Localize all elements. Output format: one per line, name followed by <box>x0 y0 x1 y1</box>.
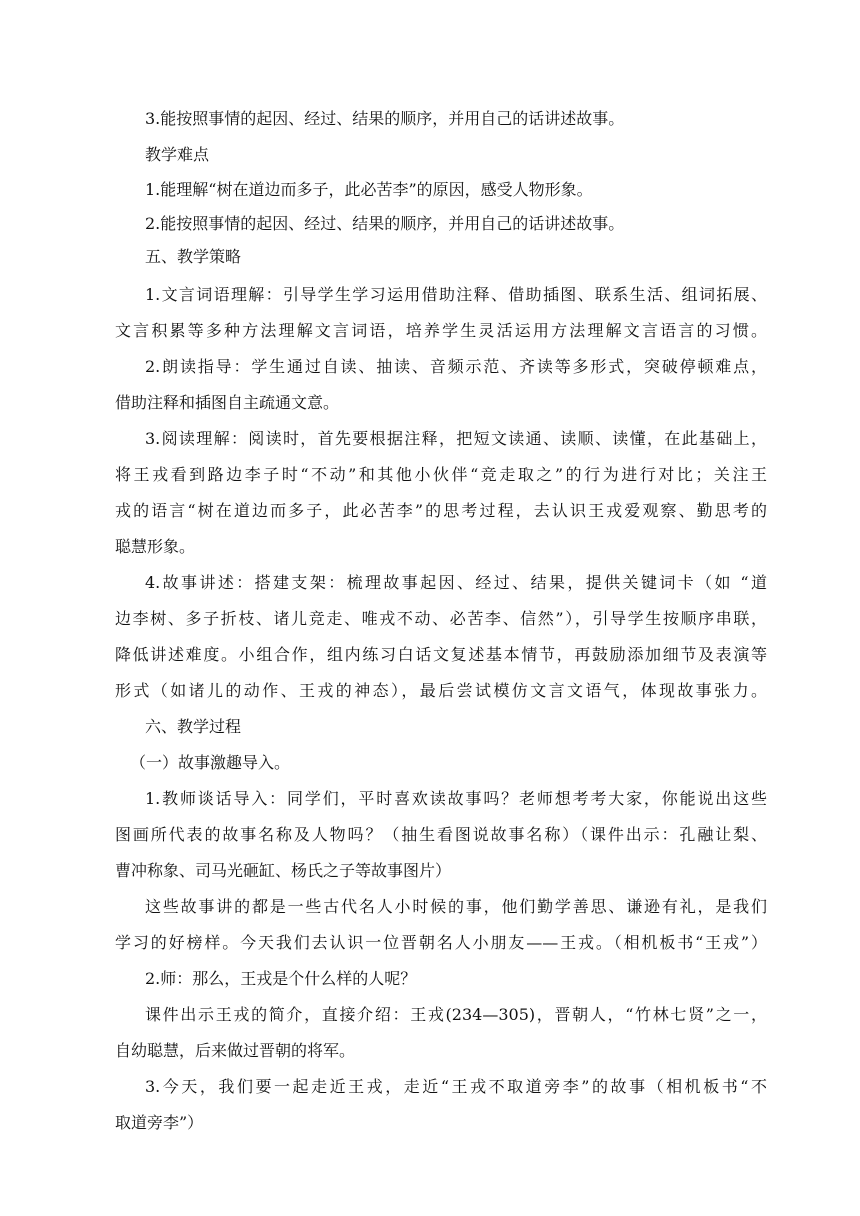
process-1-line-1: 1.教师谈话导入：同学们，平时喜欢读故事吗？老师想考考大家，你能说出这些 <box>145 789 767 808</box>
process-3-line-1: 3.今天，我们要一起走近王戎，走近“王戎不取道旁李”的故事（相机板书“不 <box>145 1077 767 1096</box>
section-heading-strategy: 五、教学策略 <box>145 247 242 266</box>
process-subheading-1: （一）故事激趣导入。 <box>130 753 291 772</box>
strategy-3-line-2: 将王戎看到路边李子时“不动”和其他小伙伴“竞走取之”的行为进行对比；关注王 <box>115 465 767 484</box>
process-intro-line-1: 课件出示王戎的简介，直接介绍：王戎(234—305)，晋朝人，“竹林七贤”之一， <box>145 1005 767 1024</box>
strategy-1-line-2: 文言积累等多种方法理解文言词语，培养学生灵活运用方法理解文言语言的习惯。 <box>115 321 767 340</box>
process-1-line-2: 图画所代表的故事名称及人物吗？（抽生看图说故事名称）（课件出示：孔融让梨、 <box>115 825 767 844</box>
strategy-1-line-1: 1.文言词语理解：引导学生学习运用借助注释、借助插图、联系生活、组词拓展、 <box>145 285 767 304</box>
difficulty-item-2: 2.能按照事情的起因、经过、结果的顺序，并用自己的话讲述故事。 <box>145 214 625 233</box>
process-1-line-3: 曹冲称象、司马光砸缸、杨氏之子等故事图片） <box>115 861 452 880</box>
strategy-4-line-3: 降低讲述难度。小组合作，组内练习白话文复述基本情节，再鼓励添加细节及表演等 <box>115 645 767 664</box>
strategy-4-line-2: 边李树、多子折枝、诸儿竞走、唯戎不动、必苦李、信然”），引导学生按顺序串联， <box>115 609 767 628</box>
strategy-4-line-1: 4.故事讲述：搭建支架：梳理故事起因、经过、结果，提供关键词卡（如 “道 <box>145 573 767 592</box>
process-3-line-2: 取道旁李”） <box>115 1113 204 1132</box>
strategy-4-line-4: 形式（如诸儿的动作、王戎的神态），最后尝试模仿文言文语气，体现故事张力。 <box>115 681 767 700</box>
process-2-line-1: 2.师：那么，王戎是个什么样的人呢？ <box>145 969 417 988</box>
section-heading-process: 六、教学过程 <box>145 717 242 736</box>
process-intro-line-2: 自幼聪慧，后来做过晋朝的将军。 <box>115 1041 356 1060</box>
strategy-2-line-1: 2.朗读指导：学生通过自读、抽读、音频示范、齐读等多形式，突破停顿难点， <box>145 357 767 376</box>
section-subheading-difficulties: 教学难点 <box>145 145 210 164</box>
strategy-3-line-4: 聪慧形象。 <box>115 537 196 556</box>
strategy-2-line-2: 借助注释和插图自主疏通文意。 <box>115 393 340 412</box>
process-para-line-1: 这些故事讲的都是一些古代名人小时候的事，他们勤学善思、谦逊有礼，是我们 <box>145 897 767 916</box>
objective-item-3: 3.能按照事情的起因、经过、结果的顺序，并用自己的话讲述故事。 <box>145 109 625 128</box>
strategy-3-line-1: 3.阅读理解：阅读时，首先要根据注释，把短文读通、读顺、读懂，在此基础上， <box>145 429 767 448</box>
strategy-3-line-3: 戎的语言“树在道边而多子，此必苦李”的思考过程，去认识王戎爱观察、勤思考的 <box>115 501 767 520</box>
process-para-line-2: 学习的好榜样。今天我们去认识一位晋朝名人小朋友——王戎。（相机板书“王戎”） <box>115 933 767 952</box>
difficulty-item-1: 1.能理解“树在道边而多子，此必苦李”的原因，感受人物形象。 <box>145 180 593 199</box>
